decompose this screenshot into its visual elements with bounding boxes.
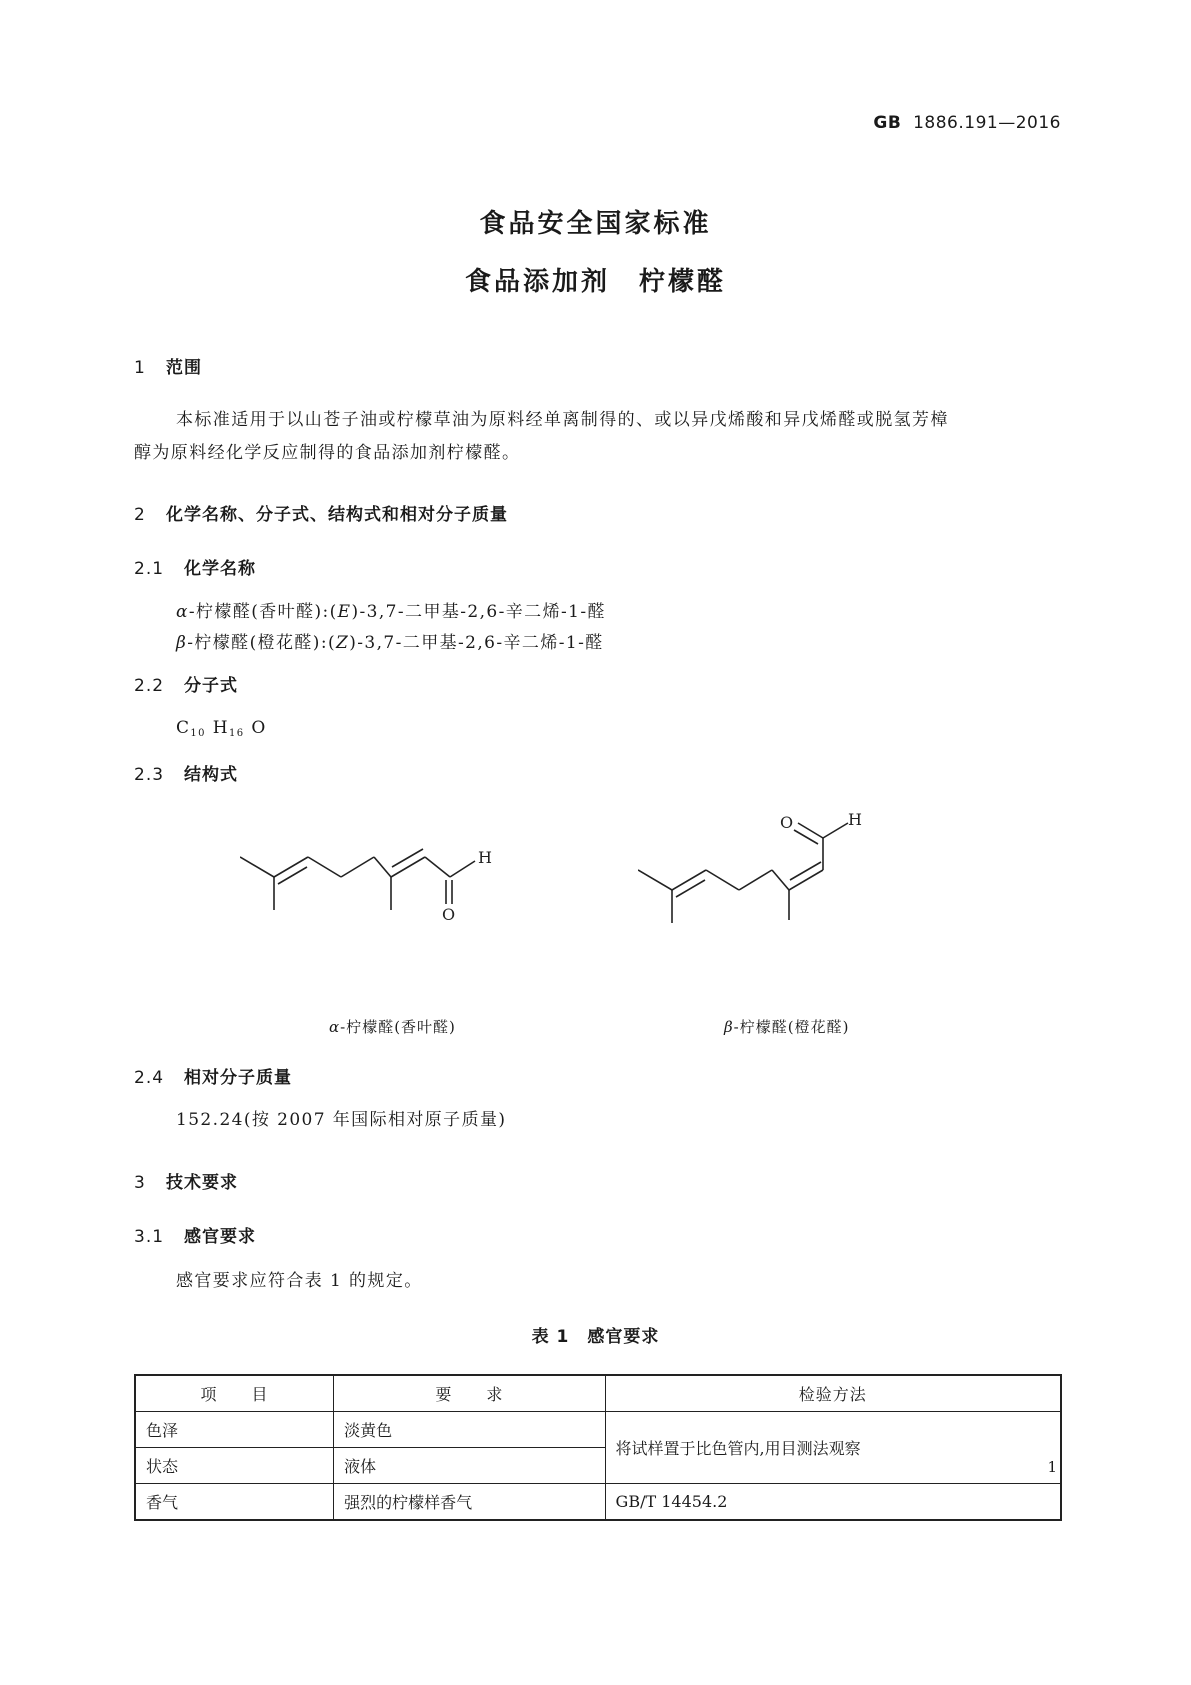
alpha-structure-caption: [329, 1016, 456, 1037]
section-number: 2.2: [134, 676, 165, 696]
table-row: [135, 1412, 1061, 1448]
section-number: 2.1: [134, 559, 165, 579]
molecular-mass-text: 152.24(按 2007 年国际相对原子质量): [176, 1110, 507, 1130]
page-number: 1: [1047, 1458, 1057, 1476]
alpha-caption-symbol: α: [329, 1018, 341, 1036]
molecular-formula: [176, 712, 267, 750]
section-2-2-heading: [134, 671, 238, 696]
section-number: 1: [134, 358, 146, 378]
alpha-name-text: -柠檬醛(香叶醛):(: [188, 602, 338, 622]
section-2-4-heading: [134, 1063, 292, 1088]
row-item: 状态: [135, 1448, 334, 1484]
section-title: 化学名称、分子式、结构式和相对分子质量: [166, 505, 508, 525]
beta-caption-text: -柠檬醛(橙花醛): [733, 1018, 850, 1036]
row-requirement: 淡黄色: [334, 1412, 605, 1448]
beta-isomer: Z: [336, 633, 350, 653]
table-header-row: [135, 1375, 1061, 1412]
alpha-citral-name: [176, 596, 606, 629]
beta-caption-symbol: β: [724, 1018, 734, 1036]
formula-carbon: C: [176, 718, 191, 738]
section-title: 技术要求: [166, 1173, 238, 1193]
row-method: GB/T 14454.2: [605, 1484, 1061, 1521]
alpha-caption-text: -柠檬醛(香叶醛): [340, 1018, 456, 1036]
row-method-merged: 将试样置于比色管内,用目测法观察: [605, 1412, 1061, 1484]
header-requirement: 要 求: [334, 1375, 605, 1412]
section-title: 分子式: [184, 676, 238, 696]
beta-structure-caption: [724, 1016, 849, 1037]
row-requirement: 强烈的柠檬样香气: [334, 1484, 605, 1521]
beta-atom-h: H: [848, 810, 862, 829]
header-method: 检验方法: [605, 1375, 1061, 1412]
sensory-requirement-text: 感官要求应符合表 1 的规定。: [176, 1271, 423, 1291]
alpha-atom-o: O: [442, 905, 456, 924]
formula-oxygen: O: [251, 718, 267, 738]
section-1-heading: [134, 353, 202, 378]
formula-hydrogen: H: [212, 718, 229, 738]
section-3-heading: [134, 1168, 238, 1193]
section-number: 2: [134, 505, 146, 525]
section-number: 2.3: [134, 765, 165, 785]
header-item: 项 目: [135, 1375, 334, 1412]
beta-atom-o: O: [780, 813, 794, 832]
section-2-3-heading: [134, 760, 238, 785]
section-title: 化学名称: [184, 559, 256, 579]
scope-paragraph-line2: 醇为原料经化学反应制得的食品添加剂柠檬醛。: [134, 443, 521, 463]
formula-carbon-count: 10: [190, 728, 206, 739]
standard-code-number: 1886.191—2016: [913, 113, 1061, 133]
alpha-citral-skeleton: [240, 840, 520, 940]
document-subtitle: 食品添加剂 柠檬醛: [464, 267, 726, 297]
standard-code-prefix: GB: [873, 113, 902, 133]
section-title: 感官要求: [184, 1227, 256, 1247]
table-1-caption: 表 1 感官要求: [531, 1327, 660, 1347]
row-requirement: 液体: [334, 1448, 605, 1484]
section-title: 结构式: [184, 765, 238, 785]
row-item: 色泽: [135, 1412, 334, 1448]
document-title: 食品安全国家标准: [479, 209, 712, 239]
section-3-1-heading: [134, 1222, 256, 1247]
alpha-isomer: E: [337, 602, 352, 622]
sensory-requirements-table: [134, 1374, 1062, 1521]
alpha-atom-h: H: [478, 848, 492, 867]
section-2-1-heading: [134, 554, 256, 579]
section-title: 范围: [166, 358, 202, 378]
beta-citral-structure: [638, 808, 878, 928]
section-number: 2.4: [134, 1068, 165, 1088]
scope-paragraph-line1: 本标准适用于以山苍子油或柠檬草油为原料经单离制得的、或以异戊烯酸和异戊烯醛或脱氢芳樟: [176, 410, 949, 430]
standard-code: [873, 113, 1061, 133]
beta-citral-name: [176, 627, 604, 660]
section-2-heading: [134, 500, 508, 525]
table-row: [135, 1484, 1061, 1521]
formula-hydrogen-count: 16: [229, 728, 245, 739]
beta-name-text: -柠檬醛(橙花醛):(: [187, 633, 337, 653]
alpha-symbol: α: [176, 602, 189, 622]
row-item: 香气: [135, 1484, 334, 1521]
section-number: 3.1: [134, 1227, 165, 1247]
beta-name-rest: )-3,7-二甲基-2,6-辛二烯-1-醛: [349, 633, 604, 653]
section-title: 相对分子质量: [184, 1068, 292, 1088]
alpha-name-rest: )-3,7-二甲基-2,6-辛二烯-1-醛: [351, 602, 606, 622]
section-number: 3: [134, 1173, 146, 1193]
beta-symbol: β: [176, 633, 188, 653]
